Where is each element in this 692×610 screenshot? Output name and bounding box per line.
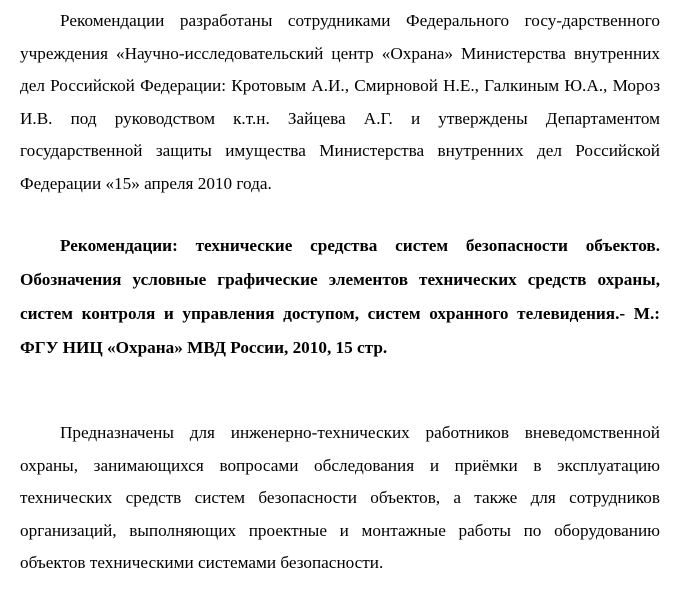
authors-paragraph: Рекомендации разработаны сотрудниками Федерального госу-дарственного учреждения «Научно-исследовательский центр «Охрана» Министерства внутренних дел Российской Федерации: Кротовым А.И., Смирновой Н.Е., Галкиным Ю.А., Мороз И.В. под руководством к.т.н. Зайцева А.Г. и утверждены Департаментом государственной защиты имущества Министерства внутренних дел Российской Федерации «15» апреля 2010 года. [20, 11, 660, 193]
purpose-paragraph: Предназначены для инженерно-технических работников вневедомственной охраны, занимающихся вопросами обследования и приёмки в эксплуатацию технических средств систем безопасности объектов, а также для сотрудников организаций, выполняющих проектные и монтажные работы по оборудованию объектов техническими системами безопасности. [20, 423, 660, 573]
bibliographic-reference: Рекомендации: технические средства систем безопасности объектов. Обозначения условные графические элементов технических средств охраны, систем контроля и управления доступом, систем охранного телевидения.- М.: ФГУ НИЦ «Охрана» МВД России, 2010, 15 стр. [20, 236, 660, 357]
